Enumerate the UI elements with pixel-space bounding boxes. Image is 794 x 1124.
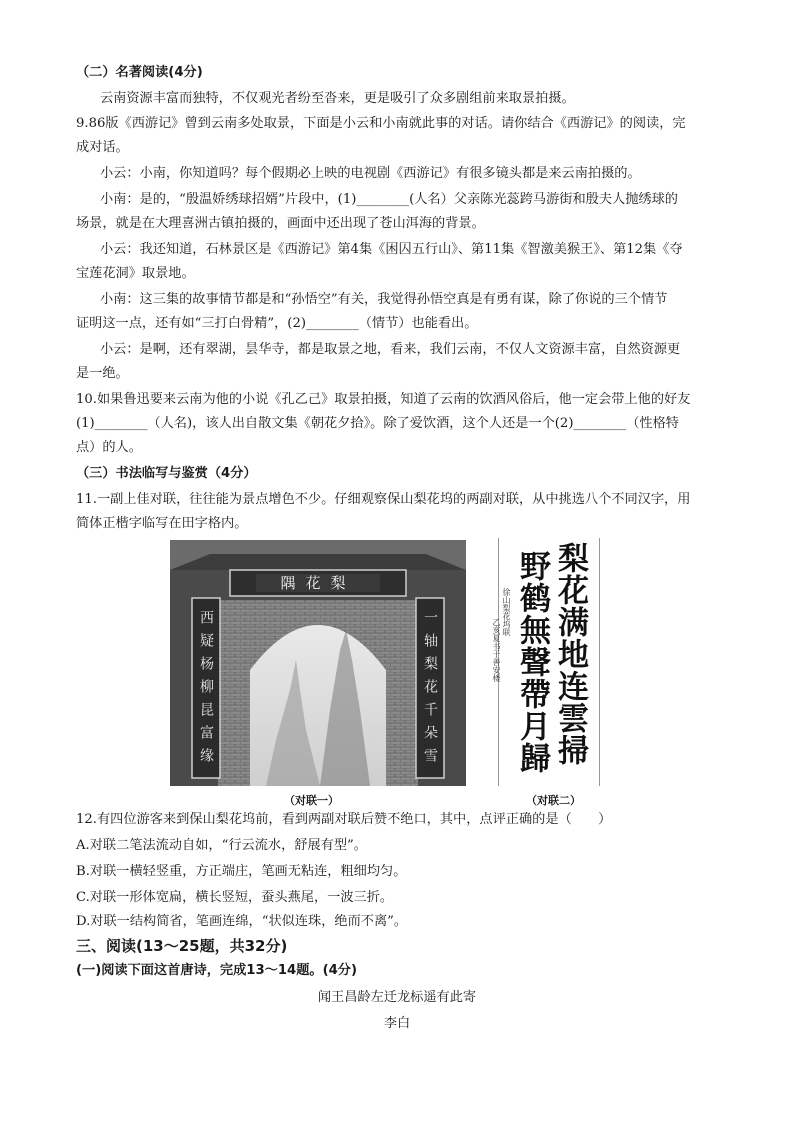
calligraphy-left-column: 野鹤無聲帶月歸 bbox=[514, 550, 550, 774]
option-a: A.对联二笔法流动自如，“行云流水，舒展有型”。 bbox=[76, 838, 367, 853]
section-heading-classics: （二）名著阅读(4分) bbox=[76, 65, 203, 80]
couplet-one-left-text: 西疑杨柳昆富缘 bbox=[198, 609, 214, 771]
dialogue-3-line1: 小云：我还知道，石林景区是《西游记》第4集《困囚五行山》、第11集《智激美猴王》、第12集《夺 bbox=[100, 242, 683, 257]
couplet-two-caption: （对联二） bbox=[526, 794, 581, 807]
part-3-heading: 三、阅读(13～25题，共32分) bbox=[76, 937, 288, 955]
calligraphy-inscription-b: 乙亥夏书于善安楼 bbox=[492, 618, 501, 682]
dialogue-4-line2: 证明这一点，还有如“三打白骨精”，(2)________（情节）也能看出。 bbox=[76, 316, 478, 331]
dialogue-5-line1: 小云：是啊，还有翠湖，昙华寺，都是取景之地，看来，我们云南，不仅人文资源丰富，自然资源更 bbox=[100, 342, 681, 357]
option-d: D.对联一结构简省，笔画连绵，“状似连珠，绝而不离”。 bbox=[76, 914, 408, 929]
question-10-line3: 点）的人。 bbox=[76, 440, 142, 455]
question-11-line1: 11.一副上佳对联，往往能为景点增色不少。仔细观察保山梨花坞的两副对联，从中挑选八个不同汉字，用 bbox=[76, 492, 691, 507]
question-12: 12.有四位游客来到保山梨花坞前，看到两副对联后赞不绝口，其中，点评正确的是（ ） bbox=[76, 812, 612, 827]
intro-text: 云南资源丰富而独特，不仅观光者纷至沓来，更是吸引了众多剧组前来取景拍摄。 bbox=[100, 91, 575, 106]
question-10-line2: (1)________（人名)，该人出自散文集《朝花夕拾》。除了爱饮酒，这个人还是一个(2)________（性格特 bbox=[76, 416, 679, 431]
question-9-line1: 9.86版《西游记》曾到云南多处取景，下面是小云和小南就此事的对话。请你结合《西游记》的阅读，完 bbox=[76, 116, 686, 131]
question-11-line2: 简体正楷字临写在田字格内。 bbox=[76, 516, 248, 531]
dialogue-2-line1: 小南：是的，“殷温娇绣球招婿”片段中，(1)________(人名）父亲陈光蕊跨马游街和殷夫人抛绣球的 bbox=[100, 192, 678, 207]
plaque-text: 隅花梨 bbox=[280, 574, 356, 592]
dialogue-2-line2: 场景，就是在大理喜洲古镇拍摄的，画面中还出现了苍山洱海的背景。 bbox=[76, 216, 485, 231]
couplet-one-right-text: 一轴梨花千朵雪 bbox=[422, 609, 438, 771]
dialogue-1: 小云：小南，你知道吗？每个假期必上映的电视剧《西游记》有很多镜头都是来云南拍摄的。 bbox=[100, 166, 641, 181]
part-3-subheading: (一)阅读下面这首唐诗，完成13～14题。(4分) bbox=[76, 963, 357, 978]
option-c: C.对联一形体宽扁，横长竖短，蚕头燕尾，一波三折。 bbox=[76, 890, 394, 905]
poem-author: 李白 bbox=[383, 1016, 411, 1031]
couplet-one-caption: （对联一） bbox=[284, 794, 339, 807]
couplet-one-photo bbox=[170, 540, 466, 786]
couplet-two-calligraphy bbox=[492, 538, 600, 786]
question-10-line1: 10.如果鲁迅要来云南为他的小说《孔乙己》取景拍摄，知道了云南的饮酒风俗后，他一定会带上他的好友 bbox=[76, 392, 691, 407]
calligraphy-inscription-a: 徐山梨花坞联 bbox=[502, 588, 511, 636]
dialogue-4-line1: 小南：这三集的故事情节都是和“孙悟空”有关，我觉得孙悟空真是有勇有谋，除了你说的三个情节 bbox=[100, 292, 668, 307]
dialogue-3-line2: 宝莲花洞》取景地。 bbox=[76, 266, 195, 281]
dialogue-5-line2: 是一绝。 bbox=[76, 366, 129, 381]
section-heading-calligraphy: （三）书法临写与鉴赏（4分） bbox=[76, 466, 257, 481]
question-9-line2: 成对话。 bbox=[76, 140, 129, 155]
poem-title: 闻王昌龄左迁龙标遥有此寄 bbox=[317, 990, 477, 1005]
calligraphy-right-column: 梨花满地连雲掃 bbox=[552, 542, 588, 766]
option-b: B.对联一横轻竖重，方正端庄，笔画无粘连，粗细均匀。 bbox=[76, 864, 407, 879]
